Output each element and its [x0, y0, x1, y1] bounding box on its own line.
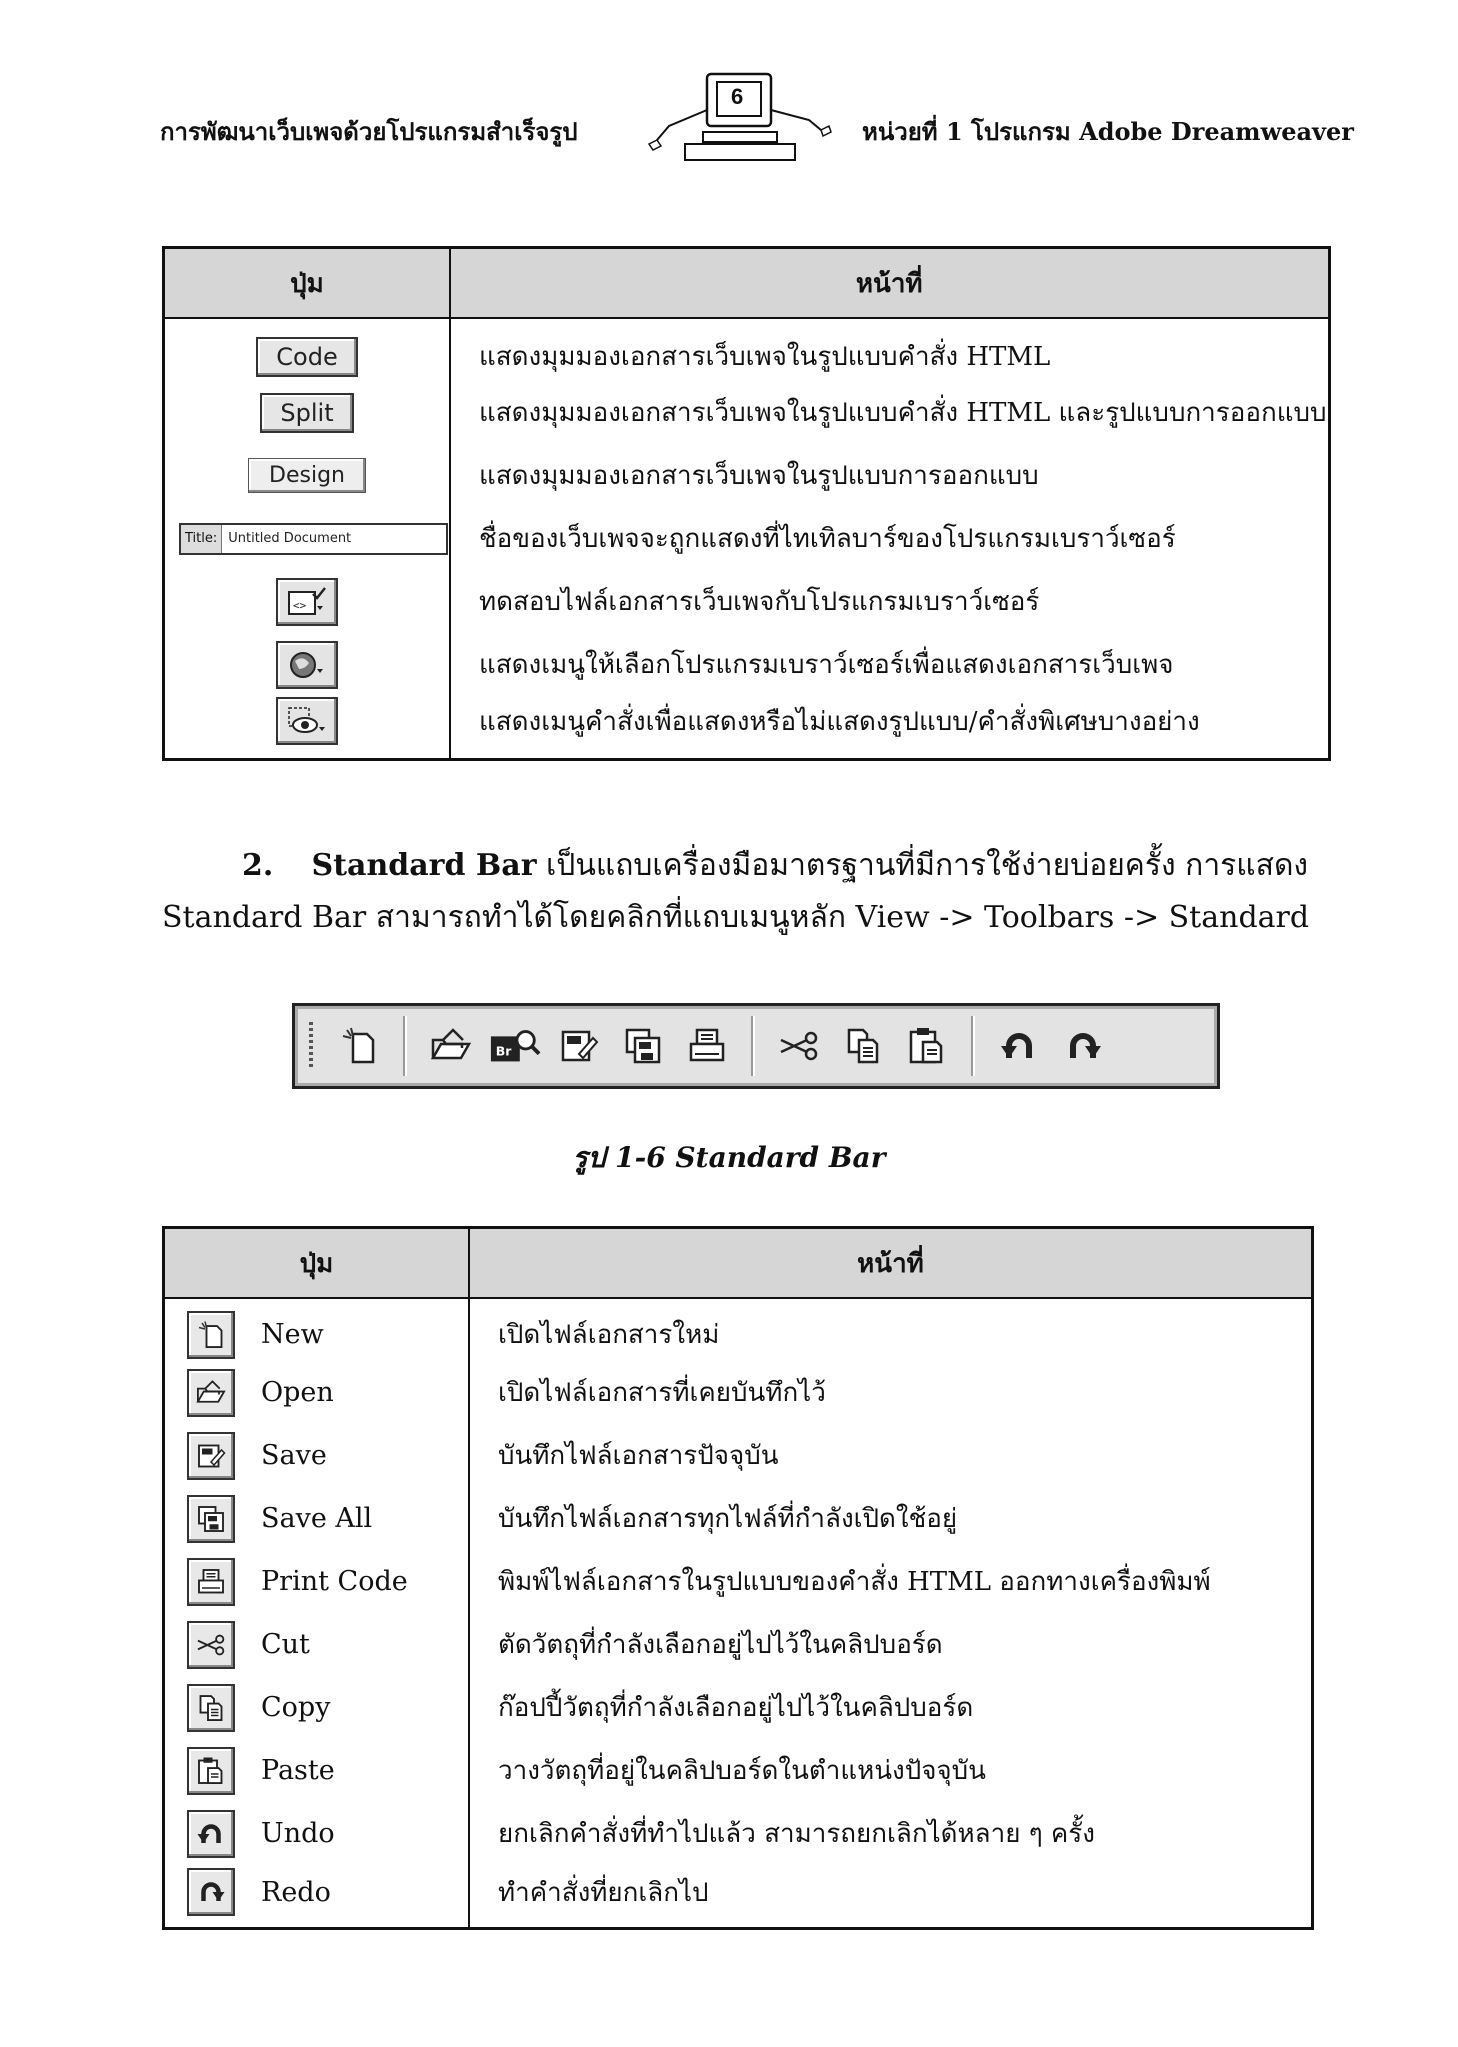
print-code-icon [681, 1020, 733, 1072]
table-row [164, 1550, 1313, 1613]
save-all-icon [617, 1020, 669, 1072]
col-header-function: หน้าที่ [469, 1228, 1313, 1299]
cut-icon [773, 1020, 825, 1072]
row-description: ทำคำสั่งที่ยกเลิกไป [469, 1865, 1313, 1928]
row-description: ตัดวัตถุที่กำลังเลือกอยู่ไปไว้ในคลิปบอร์ด [469, 1613, 1313, 1676]
table-row [164, 1676, 1313, 1739]
row-description: ทดสอบไฟล์เอกสารเว็บเพจกับโปรแกรมเบราว์เซอร์ [450, 570, 1329, 633]
row-description: ยกเลิกคำสั่งที่ทำไปแล้ว สามารถยกเลิกได้หลาย ๆ ครั้ง [469, 1802, 1313, 1865]
row-description: แสดงมุมมองเอกสารเว็บเพจในรูปแบบคำสั่ง HTML และรูปแบบการออกแบบ [450, 381, 1329, 444]
button-name: Redo [257, 1865, 469, 1928]
cut-icon [187, 1621, 235, 1669]
design-view-button: Design [248, 458, 366, 493]
svg-text:<>: <> [293, 598, 307, 612]
figure-caption: รูป 1-6 Standard Bar [572, 1141, 886, 1174]
row-description: แสดงเมนูคำสั่งเพื่อแสดงหรือไม่แสดงรูปแบบ/คำสั่งพิเศษบางอย่าง [450, 696, 1329, 759]
button-name: New [257, 1298, 469, 1361]
table-row [164, 1361, 1313, 1424]
check-browser-icon [276, 578, 338, 626]
table-row [164, 1802, 1313, 1865]
row-description: แสดงเมนูให้เลือกโปรแกรมเบราว์เซอร์เพื่อแสดงเอกสารเว็บเพจ [450, 633, 1329, 696]
undo-icon [187, 1810, 235, 1858]
toolbar-grip [309, 1022, 313, 1070]
paragraph-line-1 [162, 840, 1314, 892]
undo-icon [993, 1020, 1045, 1072]
code-view-button: Code [256, 337, 357, 377]
row-description: พิมพ์ไฟล์เอกสารในรูปแบบของคำสั่ง HTML ออกทางเครื่องพิมพ์ [469, 1550, 1313, 1613]
row-description: ชื่อของเว็บเพจจะถูกแสดงที่ไทเทิลบาร์ของโปรแกรมเบราว์เซอร์ [450, 507, 1329, 570]
toolbar-separator [751, 1016, 755, 1076]
paragraph-number: 2. [242, 848, 274, 883]
button-name: Open [257, 1361, 469, 1424]
button-name: Print Code [257, 1550, 469, 1613]
table-row [164, 507, 1330, 570]
table-row [164, 633, 1330, 696]
table-row [164, 444, 1330, 507]
title-field-value: Untitled Document [228, 531, 352, 546]
header-right-title: หน่วยที่ 1 โปรแกรม Adobe Dreamweaver [862, 117, 1354, 146]
page-number: 6 [731, 84, 744, 109]
table-row [164, 381, 1330, 444]
col-header-button: ปุ่ม [164, 1228, 470, 1299]
standard-toolbar [292, 1003, 1220, 1089]
table-row [164, 1487, 1313, 1550]
browse-bridge-icon [489, 1020, 541, 1072]
copy-icon [837, 1020, 889, 1072]
row-description: แสดงมุมมองเอกสารเว็บเพจในรูปแบบการออกแบบ [450, 444, 1329, 507]
new-icon [187, 1311, 235, 1359]
standard-bar-paragraph [162, 840, 1314, 944]
row-description: เปิดไฟล์เอกสารที่เคยบันทึกไว้ [469, 1361, 1313, 1424]
save-icon [187, 1432, 235, 1480]
split-view-button: Split [260, 393, 353, 433]
table-row [164, 570, 1330, 633]
paragraph-line-2: Standard Bar สามารถทำได้โดยคลิกที่แถบเมนูหลัก View -> Toolbars -> Standard [162, 900, 1310, 935]
row-description: เปิดไฟล์เอกสารใหม่ [469, 1298, 1313, 1361]
table-row [164, 696, 1330, 759]
computer-mascot-logo [645, 70, 833, 170]
copy-icon [187, 1684, 235, 1732]
paragraph-line1-rest: เป็นแถบเครื่องมือมาตรฐานที่มีการใช้ง่ายบ่อยครั้ง การแสดง [546, 848, 1309, 883]
preview-globe-icon [276, 641, 338, 689]
col-header-function: หน้าที่ [450, 248, 1329, 319]
table-row [164, 1739, 1313, 1802]
col-header-button: ปุ่ม [164, 248, 451, 319]
paragraph-term: Standard Bar [311, 848, 537, 883]
table-row [164, 1424, 1313, 1487]
new-icon [333, 1020, 385, 1072]
view-buttons-table [162, 246, 1331, 761]
document-title-field [179, 523, 448, 555]
button-name: Save [257, 1424, 469, 1487]
table-row [164, 318, 1330, 381]
paste-icon [901, 1020, 953, 1072]
row-description: แสดงมุมมองเอกสารเว็บเพจในรูปแบบคำสั่ง HTML [450, 318, 1329, 381]
table-row [164, 1865, 1313, 1928]
standard-bar-buttons-table [162, 1226, 1314, 1930]
table-row [164, 1298, 1313, 1361]
button-name: Cut [257, 1613, 469, 1676]
redo-icon [187, 1868, 235, 1916]
row-description: บันทึกไฟล์เอกสารทุกไฟล์ที่กำลังเปิดใช้อยู่ [469, 1487, 1313, 1550]
button-name: Undo [257, 1802, 469, 1865]
row-description: ก๊อปปี้วัตถุที่กำลังเลือกอยู่ไปไว้ในคลิปบอร์ด [469, 1676, 1313, 1739]
button-name: Save All [257, 1487, 469, 1550]
header-left-title: การพัฒนาเว็บเพจด้วยโปรแกรมสำเร็จรูป [160, 117, 578, 146]
paste-icon [187, 1747, 235, 1795]
print-code-icon [187, 1558, 235, 1606]
table-row [164, 1613, 1313, 1676]
row-description: บันทึกไฟล์เอกสารปัจจุบัน [469, 1424, 1313, 1487]
title-field-label: Title: [181, 525, 222, 553]
button-name: Copy [257, 1676, 469, 1739]
open-icon [425, 1020, 477, 1072]
redo-icon [1057, 1020, 1109, 1072]
svg-text:Br: Br [495, 1043, 512, 1059]
open-icon [187, 1369, 235, 1417]
save-all-icon [187, 1495, 235, 1543]
save-icon [553, 1020, 605, 1072]
row-description: วางวัตถุที่อยู่ในคลิปบอร์ดในตำแหน่งปัจจุบัน [469, 1739, 1313, 1802]
toolbar-separator [403, 1016, 407, 1076]
toolbar-separator [971, 1016, 975, 1076]
button-name: Paste [257, 1739, 469, 1802]
visual-aids-eye-icon [276, 697, 338, 745]
